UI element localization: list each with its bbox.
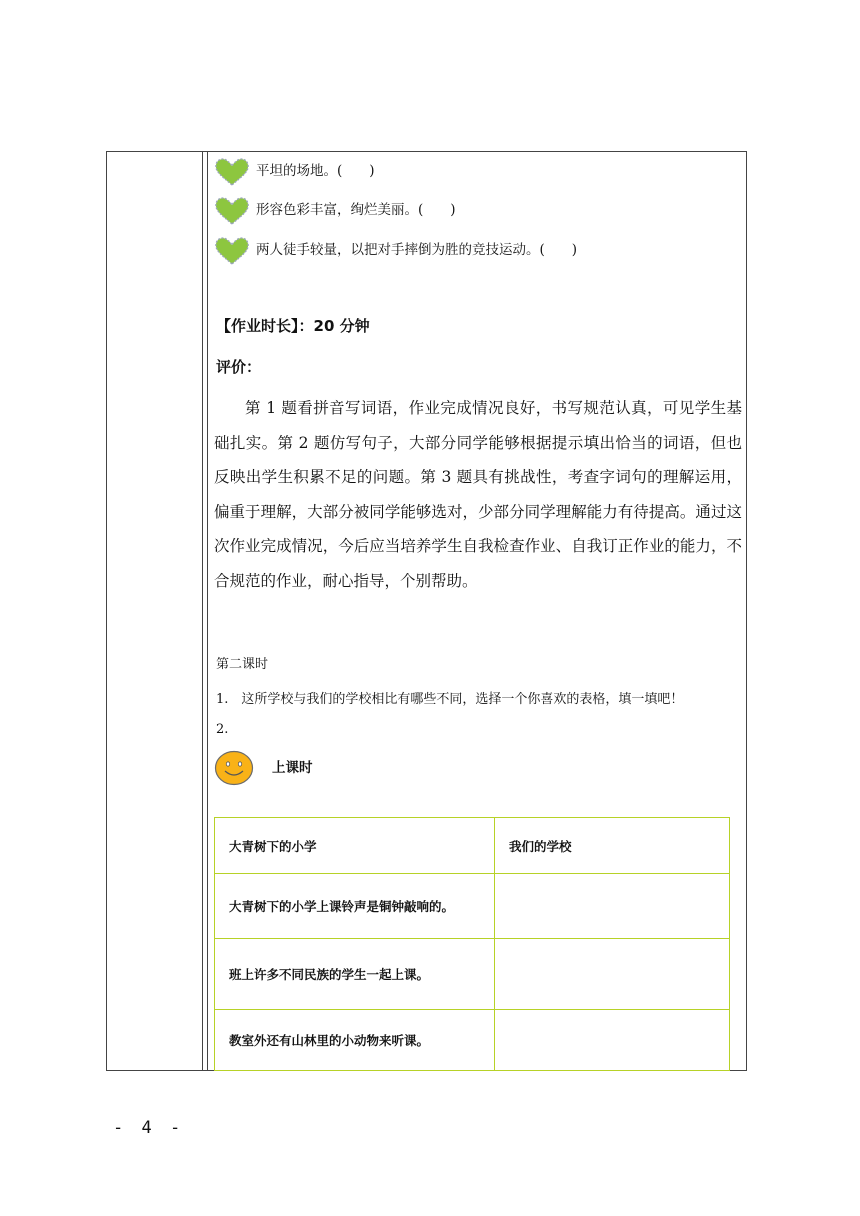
heart-item-text: 平坦的场地。( ) — [256, 163, 375, 179]
smiley-heading — [214, 750, 313, 786]
table-header-row — [215, 818, 730, 874]
evaluation-label: 评价： — [216, 358, 262, 376]
column-divider — [207, 152, 208, 1070]
heart-icon — [214, 234, 250, 268]
table-cell: 教室外还有山林里的小动物来听课。 — [215, 1010, 495, 1071]
table-cell-empty — [495, 1010, 730, 1071]
heart-item-text: 形容色彩丰富，绚烂美丽。( ) — [256, 202, 456, 218]
heart-icon — [214, 155, 250, 189]
table-cell: 班上许多不同民族的学生一起上课。 — [215, 939, 495, 1010]
heart-icon — [214, 194, 250, 228]
second-lesson-heading: 第二课时 — [216, 657, 269, 672]
question-2: 2. — [216, 722, 229, 737]
smiley-face-icon — [214, 750, 254, 786]
table-header-cell: 我们的学校 — [495, 818, 730, 874]
heart-item-text: 两人徒手较量，以把对手摔倒为胜的竞技运动。( ) — [256, 242, 578, 258]
table-cell-empty — [495, 874, 730, 939]
table-row — [215, 874, 730, 939]
table-row — [215, 1010, 730, 1071]
question-1: 1. 这所学校与我们的学校相比有哪些不同，选择一个你喜欢的表格，填一填吧！ — [216, 692, 684, 707]
heart-item — [214, 155, 375, 189]
heart-item — [214, 194, 456, 228]
table-cell-empty — [495, 939, 730, 1010]
column-divider — [202, 152, 203, 1070]
smiley-label: 上课时 — [272, 760, 313, 776]
page-number: - 4 - — [113, 1118, 185, 1138]
table-row — [215, 939, 730, 1010]
table-cell: 大青树下的小学上课铃声是铜钟敲响的。 — [215, 874, 495, 939]
heart-item — [214, 234, 577, 268]
table-header-cell: 大青树下的小学 — [215, 818, 495, 874]
evaluation-paragraph: 第 1 题看拼音写词语，作业完成情况良好，书写规范认真，可见学生基础扎实。第 2 题仿写句子，大部分同学能够根据提示填出恰当的词语，但也反映出学生积累不足的问题。第 3 题具有挑战性，考查字词句的理解运用，偏重于理解，大部分被同学能够选对，少部分同学理解能力有待提高。通过这次作业完成情况，今后应当培养学生自我检查作业、自我订正作业的能力，不合规范的作业，耐心指导，个别帮助。 — [214, 399, 742, 590]
comparison-table — [214, 817, 730, 1071]
homework-time: 【作业时长】：20 分钟 — [216, 317, 370, 335]
